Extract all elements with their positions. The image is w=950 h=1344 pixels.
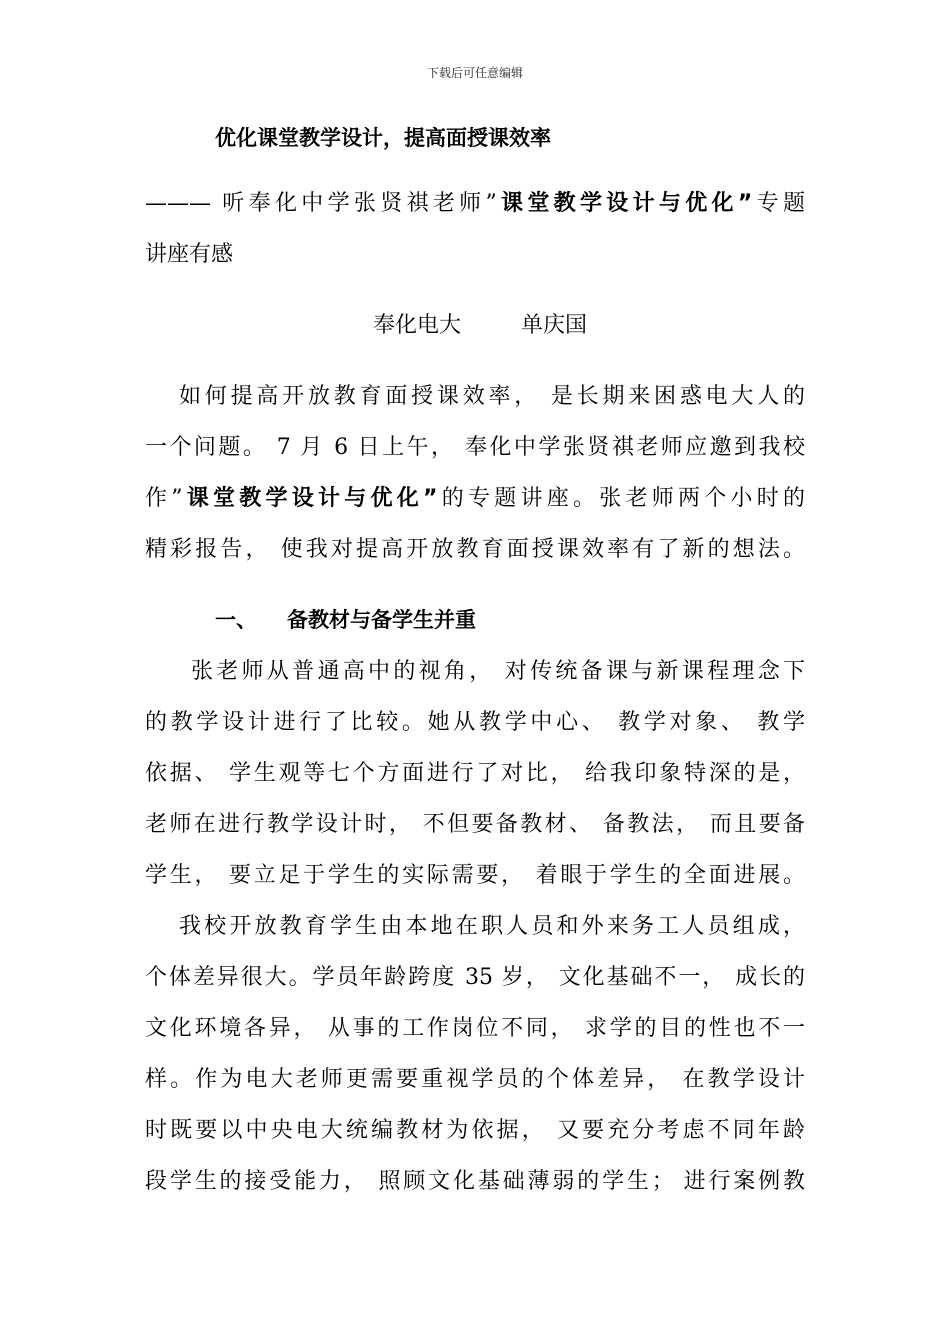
- para3-line-1: 我校开放教育学生由本地在职人员和外来务工人员组成，: [179, 914, 805, 939]
- para2-line-1: 张老师从普通高中的视角， 对传统备课与新课程理念下: [191, 659, 805, 684]
- para1-l3-prefix: 作”: [145, 486, 183, 511]
- section-heading-1: [145, 595, 805, 646]
- para3-line-3: 文化环境各异， 从事的工作岗位不同， 求学的目的性也不一: [145, 1016, 805, 1041]
- byline-org: 奉化电大: [372, 313, 461, 338]
- subtitle-line-1: [145, 178, 805, 229]
- subtitle-line-2: 讲座有感: [145, 242, 234, 267]
- para1-line-2: 一个问题。 7 月 6 日上午， 奉化中学张贤祺老师应邀到我校: [145, 435, 805, 460]
- byline-author: 单庆国: [521, 313, 588, 338]
- subtitle-prefix: ——— 听奉化中学张贤祺老师”: [145, 191, 497, 216]
- para3-line-5: 时既要以中央电大统编教材为依据， 又要充分考虑不同年龄: [145, 1118, 805, 1143]
- para3-line-6: 段学生的接受能力， 照顾文化基础薄弱的学生； 进行案例教: [145, 1169, 805, 1194]
- para2-line-4: 老师在进行教学设计时， 不但要备教材、 备教法， 而且要备: [145, 812, 805, 837]
- para1-line-4: 精彩报告， 使我对提高开放教育面授课效率有了新的想法。: [145, 537, 805, 562]
- section-title: 备教材与备学生并重: [287, 608, 476, 632]
- spacer: [145, 351, 805, 371]
- document-body: [145, 178, 805, 1207]
- para2-line-2: 的教学设计进行了比较。她从教学中心、 教学对象、 教学: [145, 710, 805, 735]
- para1-l3-suffix: 的专题讲座。张老师两个小时的: [437, 486, 805, 511]
- document-title: 优化课堂教学设计，提高面授课效率: [215, 126, 551, 150]
- para2-line-3: 依据、 学生观等七个方面进行了对比， 给我印象特深的是，: [145, 761, 805, 786]
- byline: [145, 300, 805, 351]
- para1-line-3: [145, 473, 805, 524]
- para1-line-1: 如何提高开放教育面授课效率， 是长期来困惑电大人的: [179, 384, 805, 409]
- page-header-note: 下载后可任意编辑: [426, 66, 523, 80]
- subtitle-lecture-name: 课堂教学设计与优化”: [496, 191, 753, 216]
- subtitle-suffix: 专题: [752, 191, 805, 216]
- para1-lecture-name: 课堂教学设计与优化”: [182, 486, 438, 511]
- para3-line-4: 样。作为电大老师更需要重视学员的个体差异， 在教学设计: [145, 1067, 805, 1092]
- para2-line-5: 学生， 要立足于学生的实际需要， 着眼于学生的全面进展。: [145, 863, 805, 888]
- spacer: [145, 575, 805, 595]
- section-number: 一、: [215, 608, 257, 632]
- spacer: [145, 280, 805, 300]
- para3-line-2: 个体差异很大。学员年龄跨度 35 岁， 文化基础不一， 成长的: [145, 965, 805, 990]
